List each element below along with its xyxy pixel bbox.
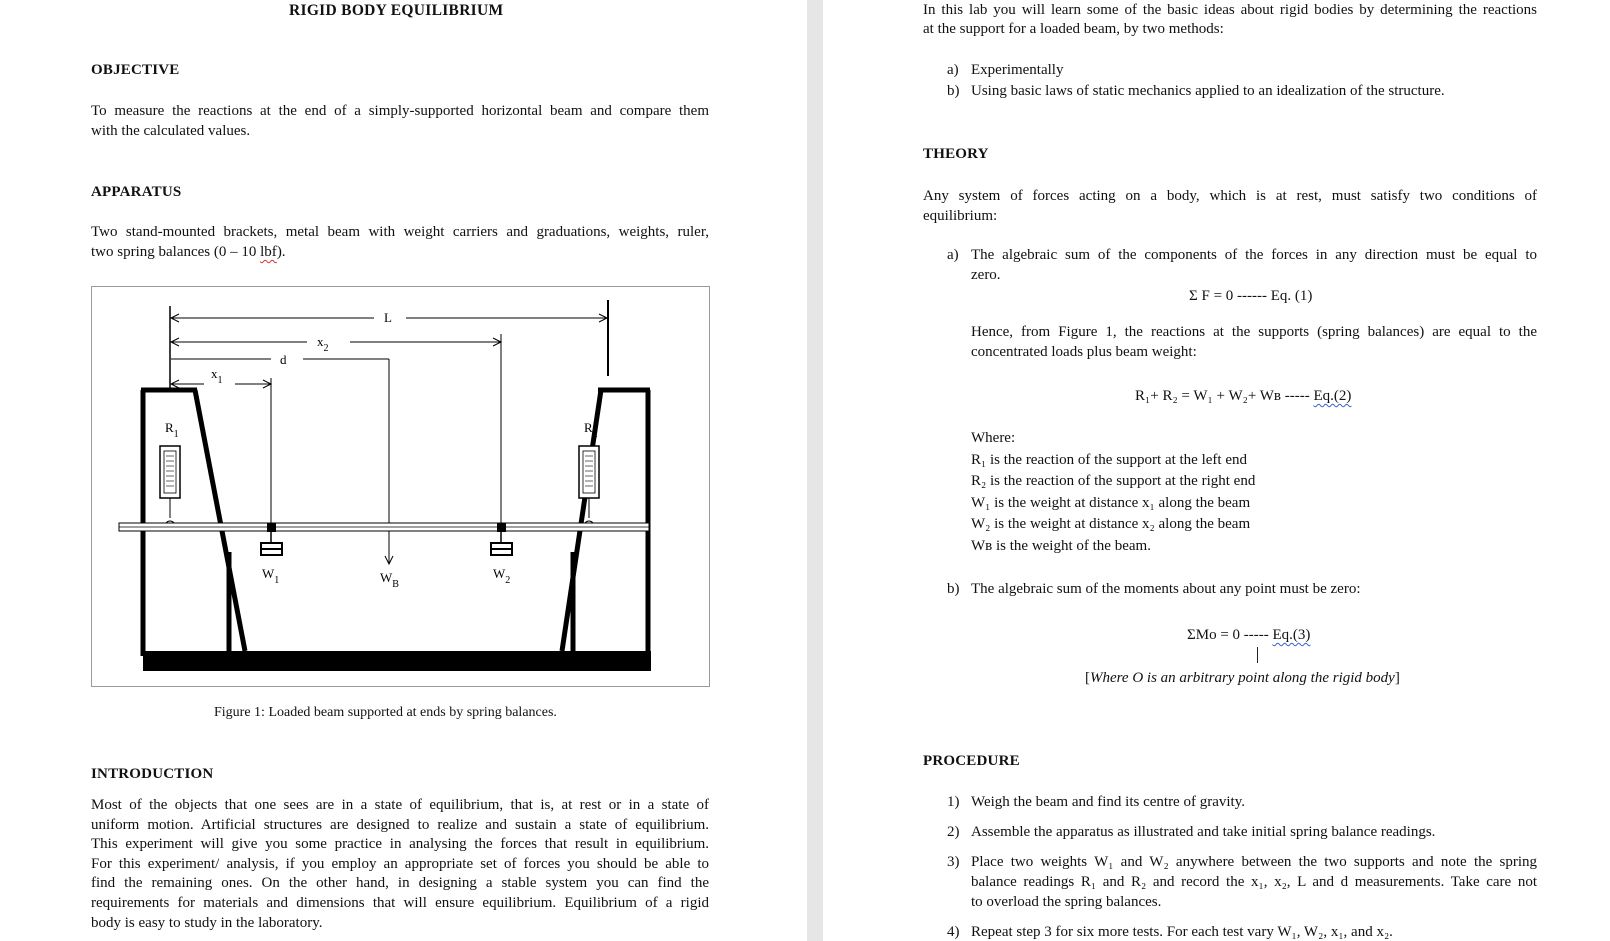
label-x2: $x_2$ bbox=[317, 334, 329, 354]
weight-carrier-2 bbox=[497, 523, 506, 532]
introduction-line: This experiment will give you some practice in analysing the forces that result in equilibrium. bbox=[91, 836, 709, 853]
ground-base bbox=[143, 651, 651, 671]
procedure-step: 3) Place two weights W₁ and W₂ anywhere between the two supports and note the spring balance readings R₁ and R₂ and record the x₁, x₂, L and d measurements. Take care not to overload the spring balances. bbox=[947, 854, 1537, 910]
equation-3: ΣMo = 0 ----- Eq.(3) bbox=[1187, 627, 1311, 643]
label-L: L bbox=[384, 310, 392, 325]
label-W2: $W_2$ bbox=[493, 566, 511, 586]
figure-caption: Figure 1: Loaded beam supported at ends by spring balances. bbox=[214, 705, 557, 720]
hence-text-line2: concentrated loads plus beam weight: bbox=[971, 344, 1197, 360]
label-x1: $x_1$ bbox=[211, 366, 223, 386]
introduction-line: For this experiment/ analysis, if you employ an appropriate set of forces you should be able to bbox=[91, 855, 709, 872]
introduction-body bbox=[91, 796, 709, 933]
introduction-line: requirements for materials and dimensions that will ensure equilibrium. Equilibrium of a rigid bbox=[91, 894, 709, 911]
theory-text-line2: equilibrium: bbox=[923, 208, 998, 224]
theory-heading: THEORY bbox=[923, 146, 989, 162]
introduction-line: uniform motion. Artificial structures are designed to realize and sustain a state of equilibrium. bbox=[91, 816, 709, 833]
equation-3-ref: Eq.(3) bbox=[1272, 627, 1311, 643]
label-R1: $R_1$ bbox=[165, 420, 179, 440]
where-item: W₂ is the weight at distance x₂ along the beam bbox=[971, 516, 1251, 532]
condition-a-line2: zero. bbox=[971, 267, 1001, 283]
lab-intro-line1: In this lab you will learn some of the basic ideas about rigid bodies by determining the reactions bbox=[923, 2, 1537, 18]
label-WB: $W_B$ bbox=[380, 570, 399, 590]
theory-text-line1: Any system of forces acting on a body, which is at rest, must satisfy two conditions of bbox=[923, 188, 1537, 204]
where-item: Wʙ is the weight of the beam. bbox=[971, 538, 1151, 554]
equation-2: R₁+ R₂ = W₁ + W₂+ Wʙ ----- Eq.(2) bbox=[1135, 388, 1352, 404]
label-R2: $R_2$ bbox=[584, 420, 598, 440]
label-W1: $W_1$ bbox=[262, 566, 280, 586]
label-d: d bbox=[280, 352, 287, 367]
where-item: W₁ is the weight at distance x₁ along the beam bbox=[971, 495, 1251, 511]
where-item: R₁ is the reaction of the support at the left end bbox=[971, 452, 1247, 468]
lab-intro-line2: at the support for a loaded beam, by two methods: bbox=[923, 21, 1224, 37]
apparatus-text-line1: Two stand-mounted brackets, metal beam with weight carriers and graduations, weights, ruler, bbox=[91, 224, 709, 240]
objective-heading: OBJECTIVE bbox=[91, 62, 180, 78]
moment-note: [Where O is an arbitrary point along the rigid body] bbox=[1085, 670, 1400, 686]
document-title: RIGID BODY EQUILIBRIUM bbox=[289, 2, 504, 19]
where-item: R₂ is the reaction of the support at the right end bbox=[971, 473, 1256, 489]
weight-carrier-1 bbox=[267, 523, 276, 532]
right-page: In this lab you will learn some of the basic ideas about rigid bodies by determining the reactions at the support for a loaded beam, by two methods: a) Experimentally b) Using basic laws of static mechanics applied to an idealization of the structure. THEORY Any system of forces acting on a body, which is at rest, must satisfy two conditions of equilibrium: a) The algebraic sum of the components of the forces in any direction must be equal to zero. Σ F = 0 ------ Eq. (1) Hence, from Figure 1, the reactions at the supports (spring balances) are equal to the concentrated loads plus beam weight: R₁+ R₂ = W₁ + W₂+ Wʙ ----- Eq.(2) Where: R₁ is the reaction of the support at the left end R₂ is the reaction of the support at the right end W₁ is the weight at distance x₁ along the beam W₂ is the weight at distance x₂ along the beam Wʙ is the weight of the beam. b) The algebraic sum of the moments about any point must be zero: ΣMo = 0 ----- Eq.(3) [Where O is an arbitrary point along the rigid body] PROCEDURE 1) Weigh the beam and find its centre of gravity. 2) Assemble the apparatus as illustrated and take initial spring balance readings. 3) Place two weights W₁ and W₂ anywhere between the two supports and note the spring balance readings R₁ and R₂ and record the x₁, x₂, L and d measurements. Take care not to overload the spring balances. 4) Repeat step 3 for six more tests. For each test vary W₁, W₂, x₁, and x₂. bbox=[823, 0, 1610, 941]
objective-text-line2: with the calculated values. bbox=[91, 123, 251, 139]
figure-frame bbox=[92, 287, 710, 687]
equation-1: Σ F = 0 ------ Eq. (1) bbox=[1189, 288, 1313, 304]
spell-flag-lbf: lbf bbox=[260, 244, 277, 260]
introduction-line: find the remaining ones. On the other hand, in designing a stable system you can find the bbox=[91, 875, 709, 892]
figure-loaded-beam bbox=[91, 286, 710, 688]
procedure-heading: PROCEDURE bbox=[923, 753, 1020, 769]
hence-text-line1: Hence, from Figure 1, the reactions at the supports (spring balances) are equal to the bbox=[971, 324, 1537, 340]
equation-2-ref: Eq.(2) bbox=[1313, 388, 1352, 404]
introduction-line: Most of the objects that one sees are in a state of equilibrium, that is, at rest or in a state of bbox=[91, 797, 709, 813]
apparatus-text-line2: two spring balances (0 – 10 lbf). bbox=[91, 244, 286, 260]
apparatus-heading: APPARATUS bbox=[91, 184, 182, 200]
where-heading: Where: bbox=[971, 430, 1016, 446]
text-cursor bbox=[1257, 647, 1258, 663]
introduction-heading: INTRODUCTION bbox=[91, 766, 214, 782]
introduction-line: body is easy to study in the laboratory. bbox=[91, 914, 323, 931]
objective-text-line1: To measure the reactions at the end of a simply-supported horizontal beam and compare them bbox=[91, 103, 709, 119]
